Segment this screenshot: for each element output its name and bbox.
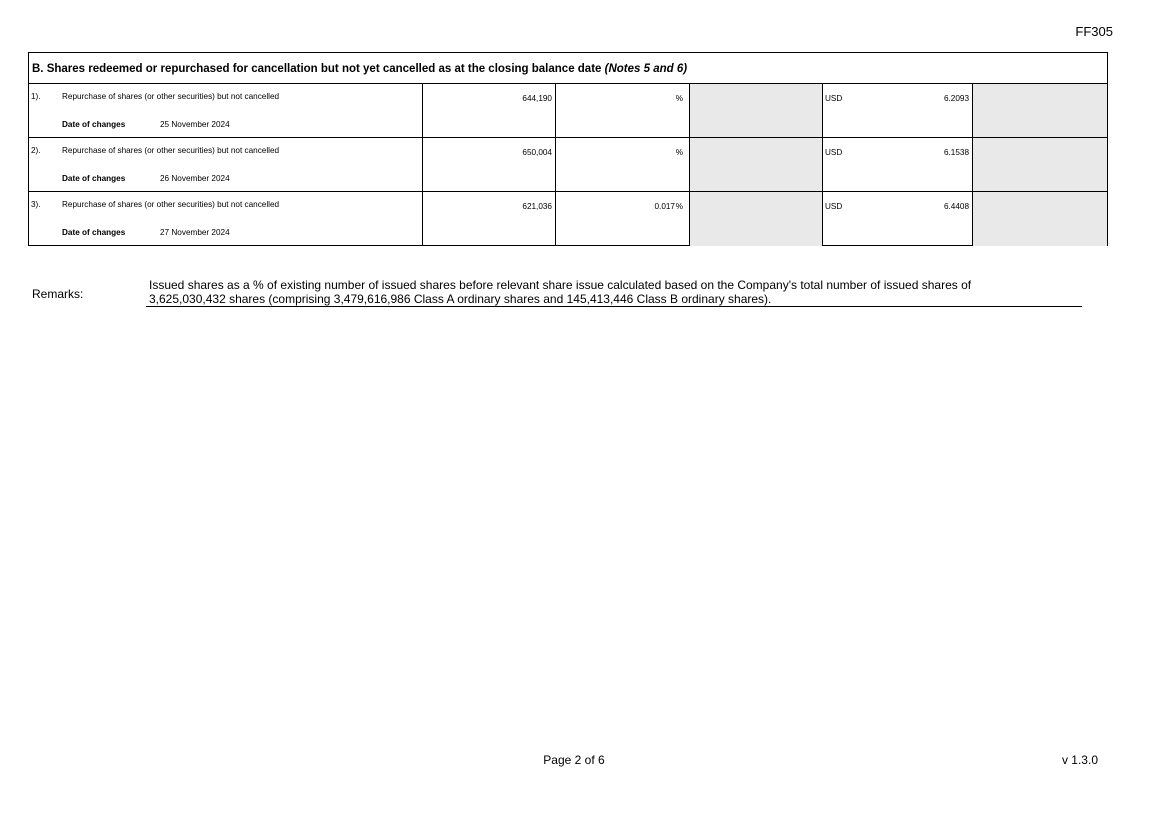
number-cell: [423, 192, 556, 246]
currency: USD: [825, 94, 843, 103]
row-description: Repurchase of shares (or other securities) but not cancelled: [62, 92, 280, 101]
table-row: [29, 84, 1107, 138]
percent-cell: [556, 192, 690, 246]
date-of-changes-value: 25 November 2024: [160, 120, 230, 129]
date-of-changes-label: Date of changes: [62, 120, 126, 129]
row-index: 1).: [31, 92, 41, 101]
row-index: 2).: [31, 146, 41, 155]
currency: USD: [825, 202, 843, 211]
currency: USD: [825, 148, 843, 157]
date-of-changes-label: Date of changes: [62, 174, 126, 183]
form-code: FF305: [1075, 24, 1113, 39]
percent-value: 0.017: [654, 202, 675, 211]
date-of-changes-value: 27 November 2024: [160, 228, 230, 237]
shaded-cell: [690, 84, 823, 137]
row-description: Repurchase of shares (or other securities) but not cancelled: [62, 146, 280, 155]
percent-sign: %: [675, 202, 683, 211]
description-cell: [29, 84, 423, 137]
number-cell: [423, 138, 556, 191]
percent-sign: %: [675, 148, 683, 157]
price-cell: [823, 84, 973, 137]
percent-sign: %: [675, 94, 683, 103]
number-cell: [423, 84, 556, 137]
remarks-label: Remarks:: [32, 287, 84, 301]
section-title: [29, 53, 1107, 84]
description-cell: [29, 192, 423, 246]
price-per-share: 6.4408: [943, 202, 969, 211]
date-of-changes-label: Date of changes: [62, 228, 126, 237]
description-cell: [29, 138, 423, 191]
shaded-cell: [973, 138, 1107, 191]
number-of-shares: 644,190: [522, 94, 552, 103]
price-per-share: 6.2093: [943, 94, 969, 103]
section-title-text: B. Shares redeemed or repurchased for cancellation but not yet cancelled as at the closing balance date: [32, 63, 602, 75]
percent-cell: [556, 138, 690, 191]
page-number: Page 2 of 6: [543, 753, 605, 767]
number-of-shares: 621,036: [522, 202, 552, 211]
remarks-line-1: Issued shares as a % of existing number of issued shares before relevant share issue calculated based on the Company's total number of issued shares of: [149, 278, 972, 292]
shaded-cell: [690, 138, 823, 191]
price-cell: [823, 192, 973, 246]
version-label: v 1.3.0: [1061, 753, 1098, 767]
remarks-line-2: 3,625,030,432 shares (comprising 3,479,616,986 Class A ordinary shares and 145,413,446 Class B ordinary shares).: [149, 292, 772, 306]
shares-repurchased-section: [28, 52, 1108, 246]
date-of-changes-value: 26 November 2024: [160, 174, 230, 183]
row-index: 3).: [31, 200, 41, 209]
shaded-cell: [973, 192, 1107, 246]
shaded-cell: [690, 192, 823, 246]
price-per-share: 6.1538: [943, 148, 969, 157]
section-title-notes: (Notes 5 and 6): [604, 63, 688, 75]
number-of-shares: 650,004: [522, 148, 552, 157]
remarks-text: [146, 278, 1082, 307]
table-row: [29, 192, 1107, 246]
row-description: Repurchase of shares (or other securities) but not cancelled: [62, 200, 280, 209]
price-cell: [823, 138, 973, 191]
percent-cell: [556, 84, 690, 137]
table-row: [29, 138, 1107, 192]
shaded-cell: [973, 84, 1107, 137]
